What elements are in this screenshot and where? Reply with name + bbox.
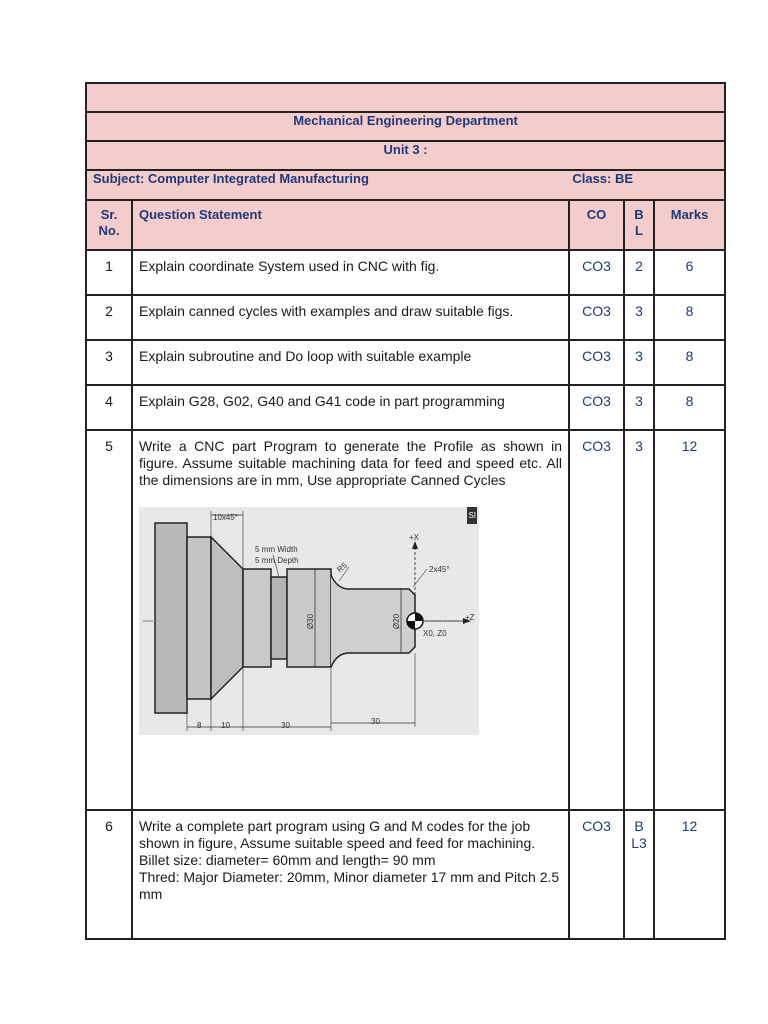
sr-number: 3 — [86, 340, 132, 385]
co-value: CO3 — [569, 340, 624, 385]
class-label: Class: BE — [572, 171, 634, 186]
marks-value: 8 — [654, 385, 725, 430]
marks-value: 8 — [654, 295, 725, 340]
question-statement-line: Billet size: diameter= 60mm and length= 90 mm — [139, 852, 436, 868]
groove-width-label: 5 mm Width — [255, 545, 298, 554]
col-marks-header: Marks — [654, 200, 725, 250]
bl-value: 3 — [624, 430, 654, 810]
question-row — [86, 295, 725, 340]
marks-value: 8 — [654, 340, 725, 385]
department-row — [86, 112, 725, 141]
chamfer-right-label: 2x45° — [429, 565, 450, 574]
dim-10-label: 10 — [221, 721, 230, 730]
sr-number: 1 — [86, 250, 132, 295]
col-question-header: Question Statement — [132, 200, 569, 250]
subject-label: Subject: Computer Integrated Manufacturing — [93, 171, 369, 186]
question-statement: Explain canned cycles with examples and draw suitable figs. — [132, 295, 569, 340]
co-value: CO3 — [569, 385, 624, 430]
marks-value: 6 — [654, 250, 725, 295]
bl-value: 2 — [624, 250, 654, 295]
groove-depth-label: 5 mm Depth — [255, 556, 299, 565]
column-header-row — [86, 200, 725, 250]
question-statement-line: Thred: Major Diameter: 20mm, Minor diameter 17 mm and Pitch 2.5 mm — [139, 869, 560, 902]
sr-number: 6 — [86, 810, 132, 939]
marks-value: 12 — [654, 430, 725, 810]
question-row — [86, 810, 725, 939]
turned-part-drawing — [139, 507, 479, 735]
marks-value: 12 — [654, 810, 725, 939]
question-statement: Write a CNC part Program to generate the Profile as shown in figure. Assume suitable machining data for feed and speed etc. All the dimensions are in mm, Use appropriate Canned Cycles — [139, 438, 562, 488]
dia30-label: Ø30 — [306, 613, 316, 630]
question-statement: Explain G28, G02, G40 and G41 code in part programming — [132, 385, 569, 430]
co-value: CO3 — [569, 250, 624, 295]
z-axis-label: +Z — [465, 613, 475, 622]
co-value: CO3 — [569, 295, 624, 340]
question-row — [86, 430, 725, 810]
col-co-header: CO — [569, 200, 624, 250]
sr-number: 5 — [86, 430, 132, 810]
x-axis-label: +X — [409, 533, 420, 542]
unit-row — [86, 141, 725, 170]
question-paper-table — [85, 82, 726, 940]
sr-number: 4 — [86, 385, 132, 430]
bl-value: B L3 — [624, 810, 654, 939]
dia20-label: Ø20 — [392, 613, 402, 630]
question-row — [86, 250, 725, 295]
bl-value: 3 — [624, 385, 654, 430]
dim-8-label: 8 — [197, 721, 202, 730]
radius-label: R5 — [335, 560, 349, 575]
co-value: CO3 — [569, 430, 624, 810]
sr-number: 2 — [86, 295, 132, 340]
question-statement: Explain subroutine and Do loop with suitable example — [132, 340, 569, 385]
blank-header-row — [86, 83, 725, 112]
bl-value: 3 — [624, 295, 654, 340]
unit-title: Unit 3 : — [86, 141, 725, 170]
origin-label: X0, Z0 — [423, 629, 447, 638]
col-sr-header: Sr. No. — [86, 200, 132, 250]
dim-30b-label: 30 — [371, 717, 380, 726]
question-statement-line: Write a complete part program using G and M codes for the job shown in figure, Assume suitable speed and feed for machining. — [139, 818, 536, 851]
col-bl-header: B L — [624, 200, 654, 250]
question-row — [86, 385, 725, 430]
question-statement: Explain coordinate System used in CNC with fig. — [132, 250, 569, 295]
chamfer-left-label: 10x45° — [213, 513, 238, 522]
department-title: Mechanical Engineering Department — [86, 112, 725, 141]
bl-value: 3 — [624, 340, 654, 385]
corner-tag: SI — [467, 507, 477, 524]
subject-row — [86, 170, 725, 200]
co-value: CO3 — [569, 810, 624, 939]
question-row — [86, 340, 725, 385]
dim-30a-label: 30 — [281, 721, 290, 730]
